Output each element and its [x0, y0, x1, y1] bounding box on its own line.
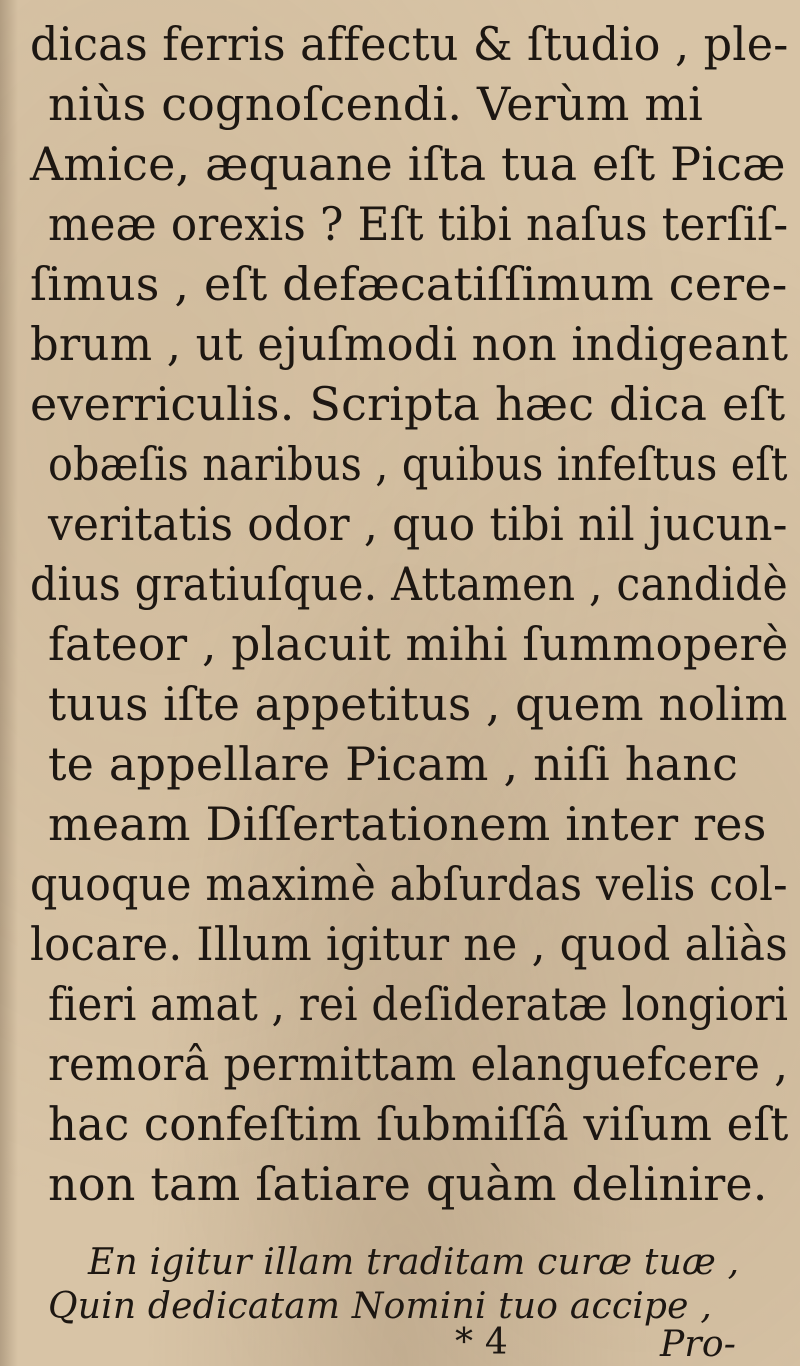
text-line-9: veritatis odor , quo tibi nil jucun- [48, 497, 788, 551]
text-line-5: ſimus , eſt defæcatiſſimum cere- [30, 257, 788, 311]
text-line-11: fateor , placuit mihi ſummoperè [48, 617, 789, 671]
text-line-3: Amice, æquane iſta tua eſt Picæ [30, 137, 786, 191]
text-line-18: remorâ permittam elanguefcere , [48, 1037, 789, 1091]
text-line-19: hac confeſtim ſubmiſſâ viſum eſt [48, 1097, 789, 1151]
text-line-10: dius gratiuſque. Attamen , candidè [30, 557, 788, 611]
text-line-2: niùs cognoſcendi. Verùm mi [48, 77, 704, 131]
text-line-15: quoque maximè abſurdas velis col- [30, 857, 788, 911]
signature-mark: * 4 [455, 1322, 508, 1363]
page-edge-shadow [0, 0, 18, 1366]
text-line-12: tuus iſte appetitus , quem nolim [48, 677, 788, 731]
verse-line-2: Quin dedicatam Nomini tuo accipe , [48, 1286, 712, 1327]
text-line-16: locare. Illum igitur ne , quod aliàs [30, 917, 788, 971]
text-line-20: non tam ſatiare quàm delinire. [48, 1157, 768, 1211]
text-line-17: fieri amat , rei deſideratæ longiori [48, 977, 789, 1031]
text-line-13: te appellare Picam , niſi hanc [48, 737, 739, 791]
text-line-14: meam Diſſertationem inter res [48, 797, 767, 851]
catchword: Pro- [660, 1324, 737, 1365]
text-line-4: meæ orexis ? Eſt tibi naſus terſiſ- [48, 197, 789, 251]
verse-line-1: En igitur illam traditam curæ tuæ , [88, 1242, 740, 1283]
text-line-1: dicas ferris affectu & ſtudio , ple- [30, 17, 789, 71]
text-line-8: obæſis naribus , quibus infeſtus eſt [48, 437, 788, 491]
text-line-6: brum , ut ejuſmodi non indigeant [30, 317, 789, 371]
text-line-7: everriculis. Scripta hæc dica eſt [30, 377, 786, 431]
